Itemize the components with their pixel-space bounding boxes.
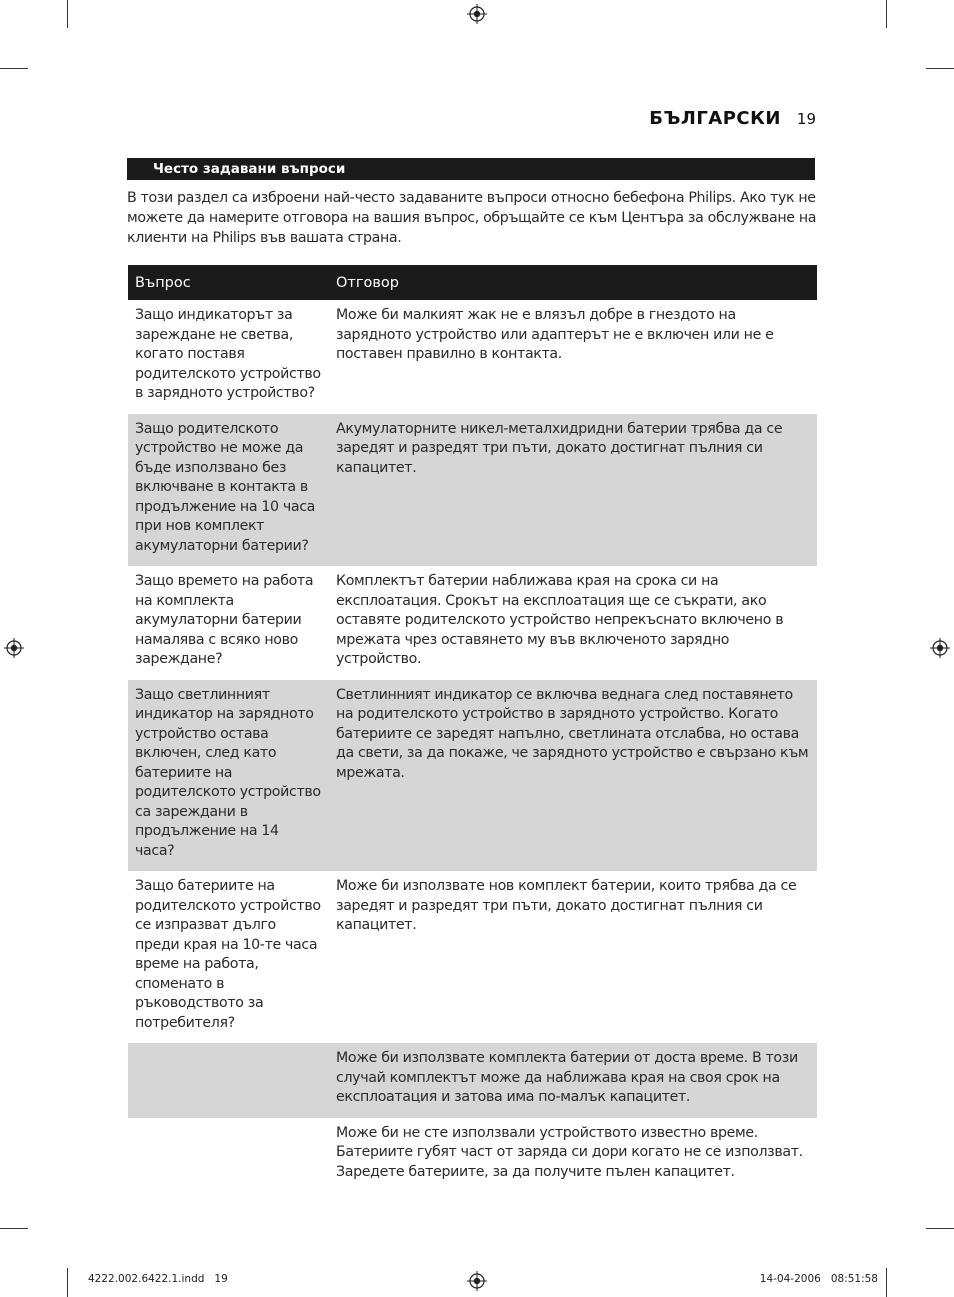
table-row xyxy=(128,566,817,680)
registration-mark-icon xyxy=(467,1271,487,1291)
question-cell: Защо светлинният индикатор на зарядното устройство остава включен, след като батериите на родителското устройство са зареждани в продължение на 14 часа? xyxy=(128,680,329,872)
page-number: 19 xyxy=(796,110,816,128)
registration-mark-icon xyxy=(4,638,24,658)
question-cell xyxy=(128,1043,329,1118)
registration-mark-icon xyxy=(930,638,950,658)
answer-cell: Може би не сте използвали устройството известно време. Батериите губят част от заряда си дори когато не се използват. Заредете батериите, за да получите пълен капацитет. xyxy=(336,1124,803,1180)
footer-file-info: 4222.002.6422.1.indd 19 xyxy=(88,1273,228,1285)
table-row xyxy=(128,300,817,414)
footer-timestamp: 14-04-2006 08:51:58 xyxy=(759,1273,878,1285)
faq-table xyxy=(128,265,817,1192)
answer-column-header: Отговор xyxy=(329,265,817,300)
table-header-row xyxy=(128,265,817,300)
crop-mark xyxy=(0,68,28,69)
table-row xyxy=(128,871,817,1043)
crop-mark xyxy=(886,0,887,28)
answer-cell: Може би използвате комплекта батерии от доста време. В този случай комплектът може да наближава края на своя срок на експлоатация и затова има по-малък капацитет. xyxy=(329,1043,817,1118)
question-cell xyxy=(128,1118,329,1193)
question-cell: Защо родителското устройство не може да бъде използвано без включване в контакта в продължение на 10 часа при нов комплект акумулаторни батерии? xyxy=(128,414,329,567)
answer-cell: Може би малкият жак не е влязъл добре в гнездото на зарядното устройство или адаптерът не е включен или не е поставен правилно в контакта. xyxy=(336,307,774,362)
table-row xyxy=(128,680,817,872)
table-row xyxy=(128,414,817,567)
question-cell: Защо батериите на родителското устройство се изпразват дълго преди края на 10-те часа време на работа, споменато в ръководството за потребителя? xyxy=(135,878,321,1031)
answer-cell: Акумулаторните никел-металхидридни батерии трябва да се заредят и разредят три пъти, докато достигнат пълния си капацитет. xyxy=(329,414,817,567)
crop-mark xyxy=(67,0,68,28)
crop-mark xyxy=(886,1268,887,1297)
intro-paragraph: В този раздел са изброени най-често задаваните въпроси относно бебефона Philips. Ако тук не можете да намерите отговора на вашия въпрос, обръщайте се към Центъра за обслужване на клиенти на Philips във вашата страна. xyxy=(127,190,817,246)
answer-cell: Комплектът батерии наближава края на срока си на експлоатация. Срокът на експлоатация ще се съкрати, ако оставяте родителското устройство непрекъснато включено в мрежата чрез оставянето му във включеното зарядно устройство. xyxy=(336,573,784,667)
crop-mark xyxy=(926,68,954,69)
answer-cell: Може би използвате нов комплект батерии, които трябва да се заредят и разредят три пъти, докато достигнат пълния си капацитет. xyxy=(336,878,797,933)
crop-mark xyxy=(926,1228,954,1229)
question-cell: Защо времето на работа на комплекта акумулаторни батерии намалява с всяко ново зареждане? xyxy=(135,573,314,667)
section-title: Често задавани въпроси xyxy=(127,158,815,180)
crop-mark xyxy=(67,1268,68,1297)
question-cell: Защо индикаторът за зареждане не светва, когато поставя родителското устройство в зарядното устройство? xyxy=(135,307,321,401)
page-header xyxy=(649,108,816,129)
answer-cell: Светлинният индикатор се включва веднага след поставянето на родителското устройство в зарядното устройство. Когато батериите се заредят напълно, светлината отслабва, но остава да свети, за да покаже, че зарядното устройство е свързано към мрежата. xyxy=(329,680,817,872)
table-row xyxy=(128,1043,817,1118)
language-title: БЪЛГАРСКИ xyxy=(649,108,781,129)
question-column-header: Въпрос xyxy=(128,265,329,300)
registration-mark-icon xyxy=(467,4,487,24)
table-row xyxy=(128,1118,817,1193)
crop-mark xyxy=(0,1228,28,1229)
